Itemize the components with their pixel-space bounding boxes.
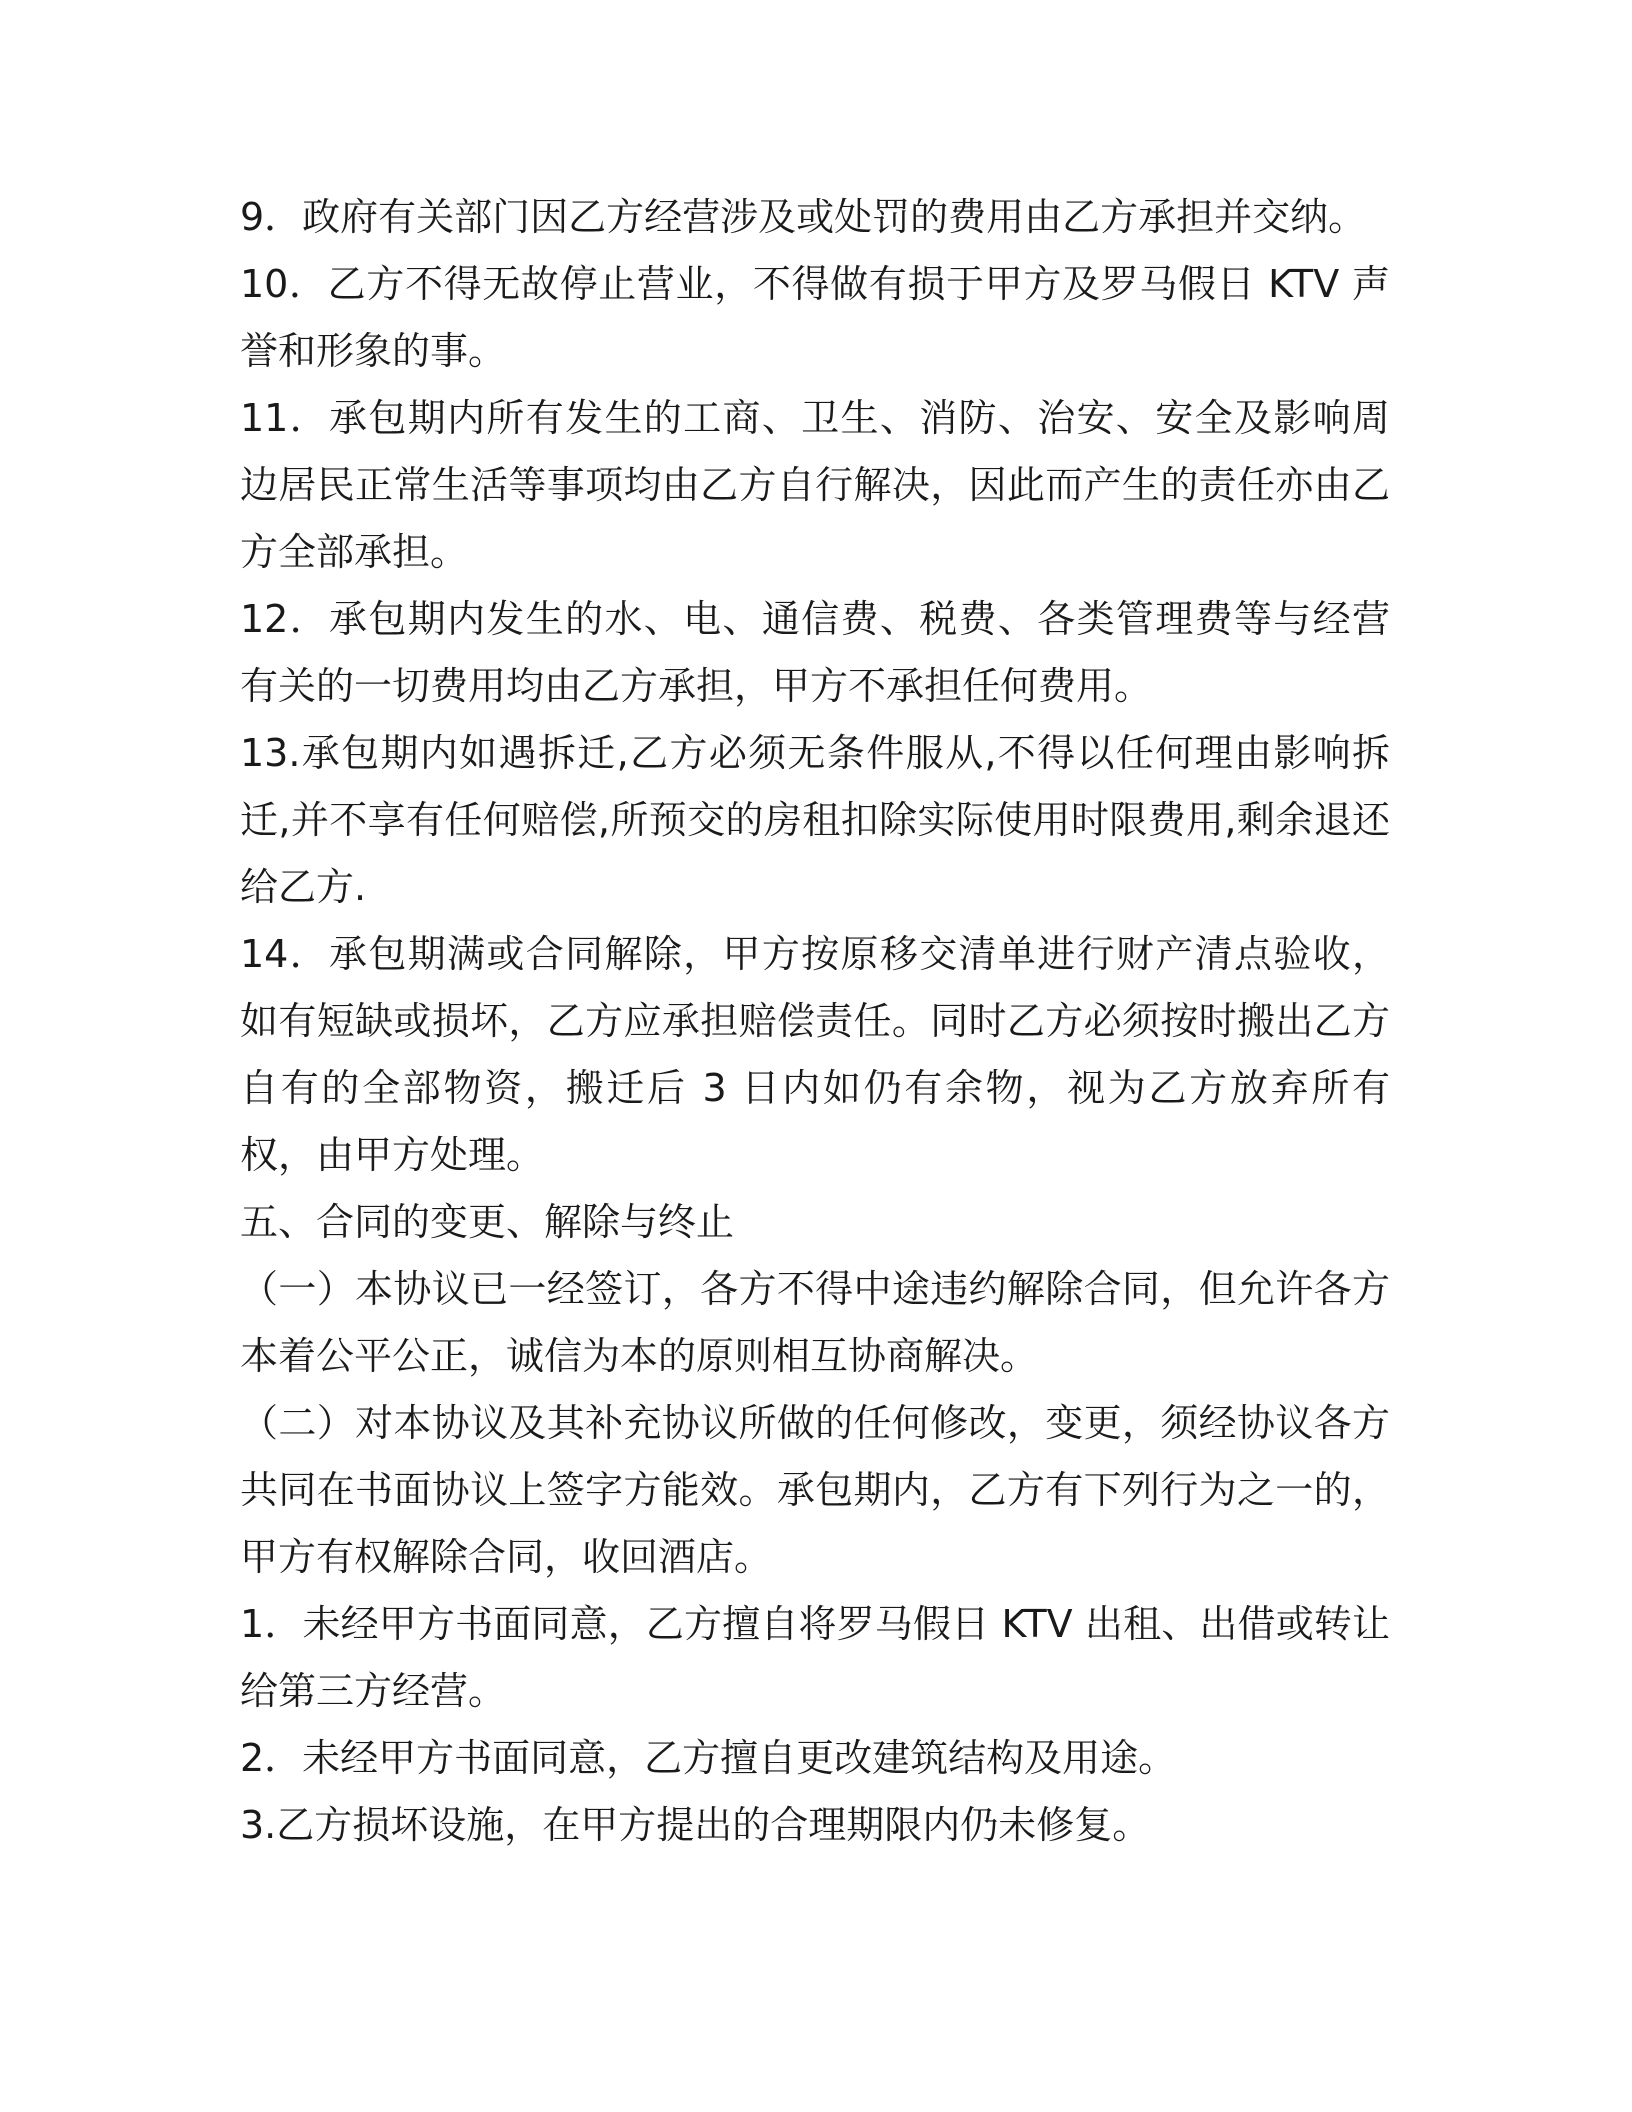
- subsection-1: （一）本协议已一经签订，各方不得中途违约解除合同，但允许各方本着公平公正，诚信为本的原则相互协商解决。: [240, 1267, 1390, 1378]
- termination-item-1: 1．未经甲方书面同意，乙方擅自将罗马假日 KTV 出租、出借或转让给第三方经营。: [240, 1602, 1390, 1713]
- document-body: [240, 184, 1390, 1859]
- clause-9: 9．政府有关部门因乙方经营涉及或处罚的费用由乙方承担并交纳。: [240, 195, 1367, 239]
- subsection-2: （二）对本协议及其补充协议所做的任何修改，变更，须经协议各方共同在书面协议上签字方能效。承包期内，乙方有下列行为之一的，甲方有权解除合同，收回酒店。: [240, 1401, 1390, 1579]
- clause-13: 13.承包期内如遇拆迁,乙方必须无条件服从,不得以任何理由影响拆迁,并不享有任何赔偿,所预交的房租扣除实际使用时限费用,剩余退还给乙方.: [240, 731, 1390, 909]
- termination-item-2: 2．未经甲方书面同意，乙方擅自更改建筑结构及用途。: [240, 1736, 1177, 1780]
- clause-14: 14．承包期满或合同解除，甲方按原移交清单进行财产清点验收，如有短缺或损坏，乙方应承担赔偿责任。同时乙方必须按时搬出乙方自有的全部物资，搬迁后 3 日内如仍有余物，视为乙方放弃所有权，由甲方处理。: [240, 932, 1390, 1177]
- clause-11: 11．承包期内所有发生的工商、卫生、消防、治安、安全及影响周边居民正常生活等事项均由乙方自行解决，因此而产生的责任亦由乙方全部承担。: [240, 396, 1390, 574]
- termination-item-3: 3.乙方损坏设施，在甲方提出的合理期限内仍未修复。: [240, 1803, 1151, 1847]
- section-heading-5: 五、合同的变更、解除与终止: [240, 1200, 735, 1244]
- clause-10: 10．乙方不得无故停止营业，不得做有损于甲方及罗马假日 KTV 声誉和形象的事。: [240, 262, 1390, 373]
- clause-12: 12．承包期内发生的水、电、通信费、税费、各类管理费等与经营有关的一切费用均由乙方承担，甲方不承担任何费用。: [240, 597, 1390, 708]
